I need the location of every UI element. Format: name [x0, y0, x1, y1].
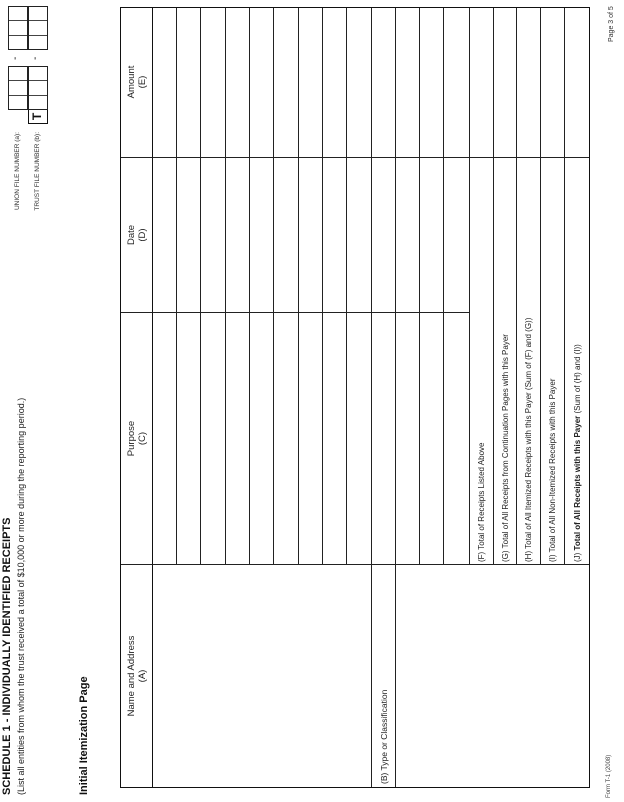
amount-cell[interactable]: [201, 7, 226, 157]
amount-cell[interactable]: [299, 7, 323, 157]
union-file-number-dash: -: [10, 56, 21, 60]
total-amount-cell[interactable]: [565, 7, 590, 157]
purpose-cell[interactable]: [274, 312, 299, 564]
page-number: Page 3 of 5: [608, 6, 615, 42]
union-file-number-part1[interactable]: [8, 66, 28, 110]
type-classification-label: (B) Type or Classification: [372, 564, 396, 787]
purpose-cell[interactable]: [444, 312, 470, 564]
purpose-cell[interactable]: [396, 312, 420, 564]
header-purpose: [121, 312, 153, 564]
amount-cell[interactable]: [274, 7, 299, 157]
amount-cell[interactable]: [250, 7, 274, 157]
trust-prefix-box: T: [28, 109, 48, 124]
header-label: Date: [125, 224, 137, 246]
date-cell[interactable]: [153, 157, 177, 312]
total-amount-cell[interactable]: [470, 7, 494, 157]
purpose-cell[interactable]: [250, 312, 274, 564]
form-number: Form T-1 (2008): [606, 754, 612, 798]
header-code: (C): [136, 431, 148, 446]
section-heading: Initial Itemization Page: [78, 676, 90, 795]
header-label: Name and Address: [125, 635, 137, 717]
amount-cell[interactable]: [444, 7, 470, 157]
header-code: (E): [136, 75, 148, 89]
date-cell[interactable]: [323, 157, 347, 312]
total-i-label: (I) Total of All Non-Itemized Receipts with this Payer: [541, 157, 565, 564]
date-cell[interactable]: [274, 157, 299, 312]
type-classification-field[interactable]: [396, 564, 590, 787]
amount-cell[interactable]: [396, 7, 420, 157]
purpose-cell[interactable]: [153, 312, 177, 564]
date-cell[interactable]: [444, 157, 470, 312]
trust-file-number-dash: -: [30, 56, 41, 60]
page-title: SCHEDULE 1 - INDIVIDUALLY IDENTIFIED RECEIPTS: [1, 517, 13, 795]
total-j-suffix: (Sum of (H) and (I)): [573, 344, 582, 416]
trust-file-number-part2[interactable]: [28, 6, 48, 50]
total-j-label: [565, 157, 590, 564]
total-amount-cell[interactable]: [541, 7, 565, 157]
total-j-bold: Total of All Receipts with this Payer: [573, 415, 582, 551]
header-name-address: [121, 564, 153, 787]
amount-cell[interactable]: [420, 7, 444, 157]
header-label: Purpose: [125, 420, 137, 457]
purpose-cell[interactable]: [177, 312, 201, 564]
date-cell[interactable]: [347, 157, 372, 312]
amount-cell[interactable]: [323, 7, 347, 157]
union-file-number-label: UNION FILE NUMBER (a):: [14, 132, 21, 211]
page-subtitle: (List all entities from whom the trust received a total of $10,000 or more during the reporting period.): [16, 397, 26, 795]
amount-cell[interactable]: [153, 7, 177, 157]
date-cell[interactable]: [372, 157, 396, 312]
total-j-prefix: (J): [573, 550, 582, 562]
total-amount-cell[interactable]: [517, 7, 541, 157]
header-code: (A): [136, 669, 148, 683]
total-amount-cell[interactable]: [494, 7, 517, 157]
header-date: [121, 157, 153, 312]
amount-cell[interactable]: [347, 7, 372, 157]
total-g-label: (G) Total of All Receipts from Continuation Pages with this Payer: [494, 157, 517, 564]
trust-file-number-label: TRUST FILE NUMBER (b):: [34, 132, 41, 211]
date-cell[interactable]: [396, 157, 420, 312]
receipts-table: [120, 7, 590, 788]
header-code: (D): [136, 228, 148, 242]
trust-file-number-part1[interactable]: [28, 66, 48, 110]
purpose-cell[interactable]: [372, 312, 396, 564]
total-h-label: (H) Total of All Itemized Receipts with this Payer (Sum of (F) and (G)): [517, 157, 541, 564]
name-address-field[interactable]: [153, 564, 372, 787]
date-cell[interactable]: [250, 157, 274, 312]
purpose-cell[interactable]: [347, 312, 372, 564]
total-f-label: (F) Total of Receipts Listed Above: [470, 157, 494, 564]
union-file-number-part2[interactable]: [8, 6, 28, 50]
date-cell[interactable]: [201, 157, 226, 312]
date-cell[interactable]: [420, 157, 444, 312]
purpose-cell[interactable]: [420, 312, 444, 564]
header-amount: [121, 7, 153, 157]
purpose-cell[interactable]: [299, 312, 323, 564]
header-label: Amount: [125, 65, 137, 99]
date-cell[interactable]: [299, 157, 323, 312]
amount-cell[interactable]: [177, 7, 201, 157]
purpose-cell[interactable]: [226, 312, 250, 564]
amount-cell[interactable]: [226, 7, 250, 157]
purpose-cell[interactable]: [201, 312, 226, 564]
amount-cell[interactable]: [372, 7, 396, 157]
date-cell[interactable]: [226, 157, 250, 312]
date-cell[interactable]: [177, 157, 201, 312]
purpose-cell[interactable]: [323, 312, 347, 564]
